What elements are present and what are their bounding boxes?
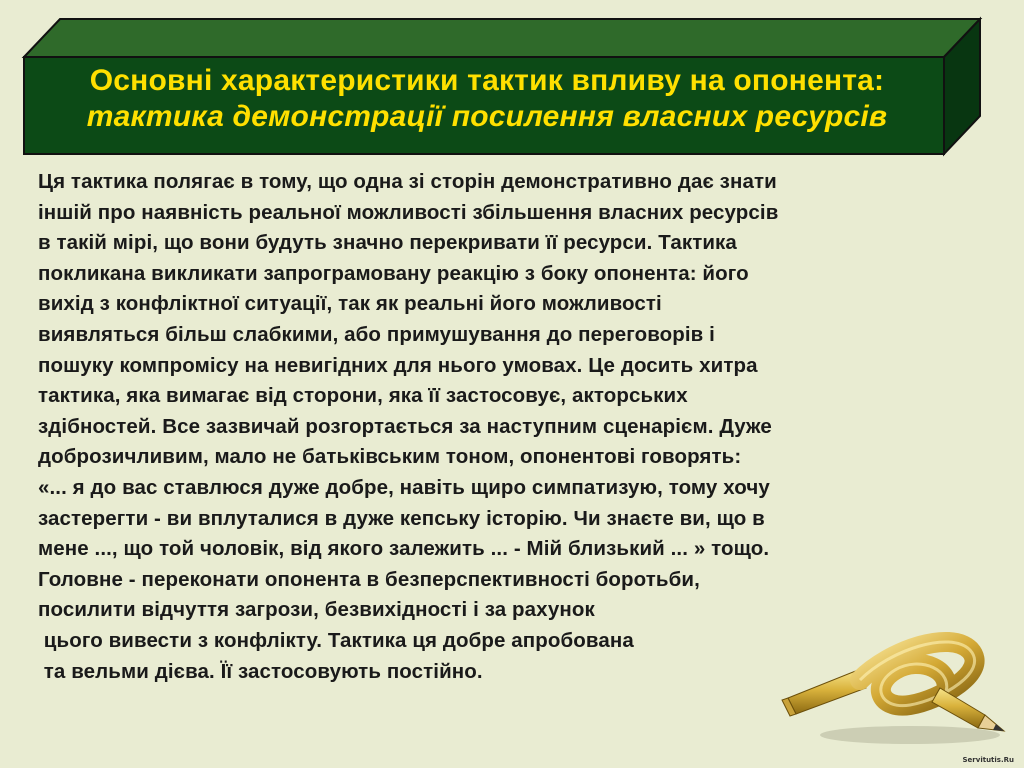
body-paragraph: Ця тактика полягає в тому, що одна зі сторін демонстративно дає знати іншій про наявність реальної можливості збільшення власних ресурсів в такій мірі, що вони будуть значно перекривати її ресурси. Тактика покликана викликати запрограмовану реакцію з боку опонента: його вихід з конфліктної ситуації, так як реальні його можливості виявляться більш слабкими, або примушування до переговорів і пошуку компромісу на невигідних для нього умовах. Це досить хитра тактика, яка вимагає від сторони, яка її застосовує, акторських здібностей. Все зазвичай розгортається за наступним сценарієм. Дуже доброзичливим, мало не батьківським тоном, опонентові говорять: «... я до вас ставлюся дуже добре, навіть щиро симпатизую, тому хочу застерегти - ви вплуталися в дуже кепську історію. Чи знаєте ви, що в мене ..., що той чоловік, від якого залежить ... - Мій близький ... » тощо. Головне - переконати опонента в безперспективності боротьби, посилити відчуття загрози, безвихідності і за рахунок цього вивести з конфлікту. Тактика ця добре апробована та вельми дієва. Її застосовують постійно. (38, 170, 779, 683)
knot-loop (860, 642, 975, 706)
title-line-2-italic: тактика демонстрації посилення власних ресурсів (86, 100, 888, 133)
slide-title (28, 63, 946, 153)
knotted-pencil-image (780, 610, 1010, 750)
title-line-1: Основні характеристики тактик впливу на опонента: (89, 64, 885, 97)
title-box-top-face (24, 19, 980, 57)
watermark: Servitutis.Ru (962, 756, 1014, 764)
knot-shadow (820, 726, 1000, 744)
